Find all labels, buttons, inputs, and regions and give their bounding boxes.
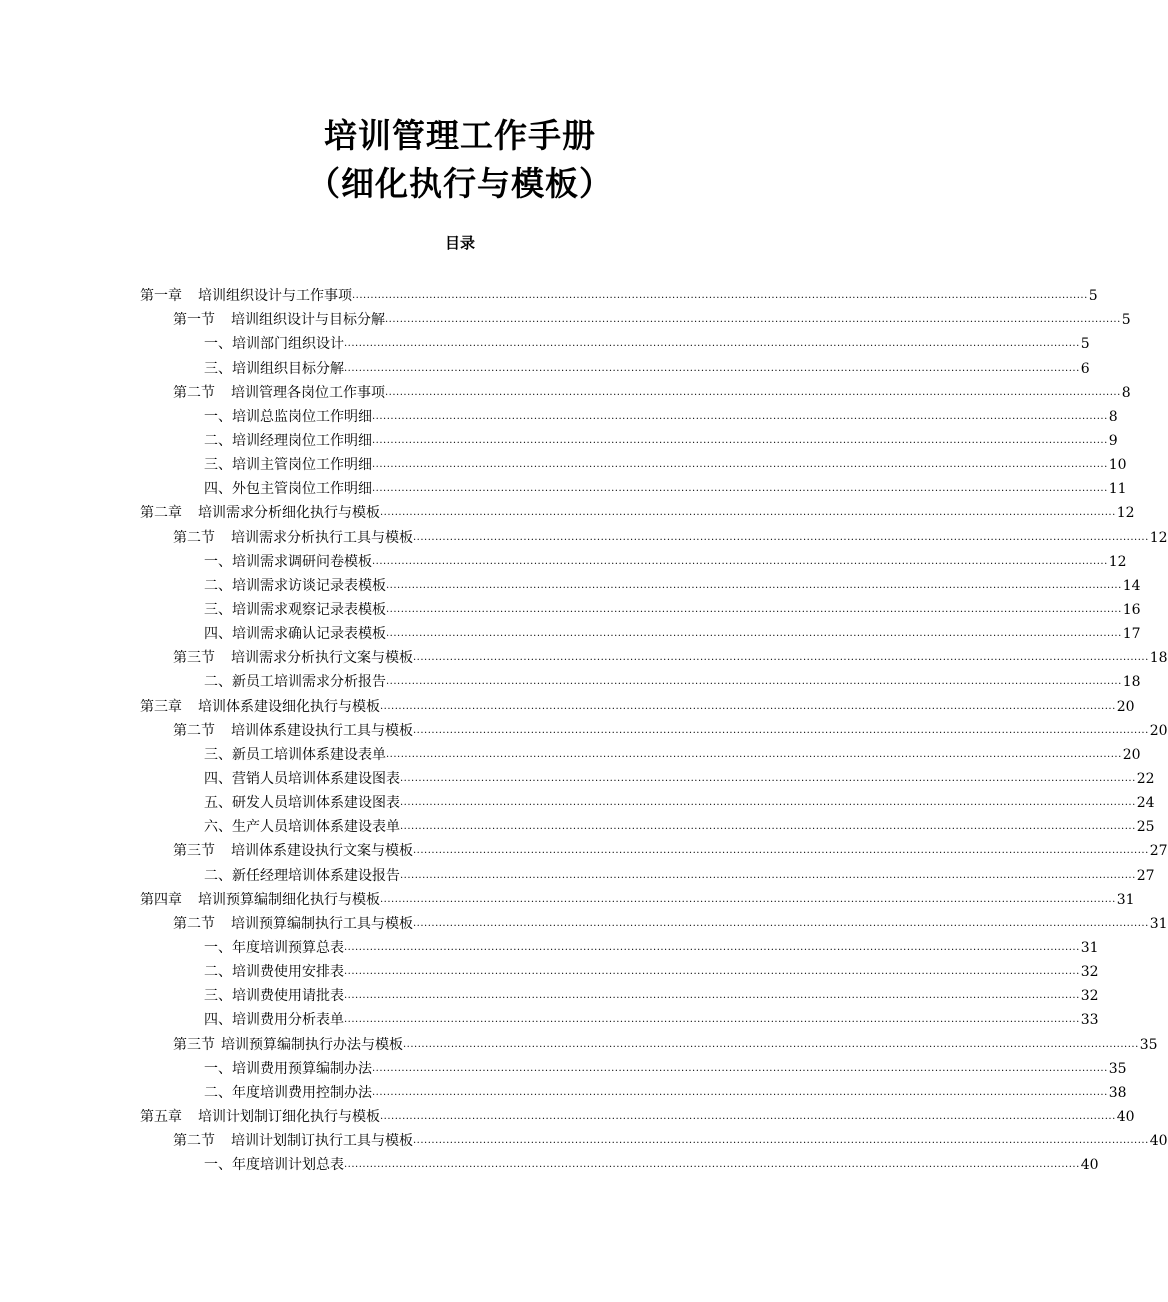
toc-dot-leader: ........................................................................................................................................................................................................ <box>344 362 1080 374</box>
toc-entry-label <box>173 841 413 861</box>
toc-entry-text: 一、培训费用预算编制办法 <box>204 1060 372 1077</box>
toc-entry[interactable] <box>140 982 1099 1006</box>
toc-entry-number: 第四章 <box>140 891 182 908</box>
toc-page-number: 31 <box>1149 915 1168 932</box>
toc-page-number: 31 <box>1080 939 1099 956</box>
toc-dot-leader: ........................................................................................................................................................................................................ <box>380 700 1116 712</box>
toc-dot-leader: ........................................................................................................................................................................................................ <box>385 314 1121 326</box>
toc-entry-text: 培训体系建设执行文案与模板 <box>231 843 413 860</box>
toc-page-number: 24 <box>1136 795 1155 812</box>
toc-page-number: 38 <box>1108 1084 1127 1101</box>
toc-page-number: 20 <box>1122 746 1141 763</box>
toc-entry-label <box>204 672 386 692</box>
toc-page-number: 32 <box>1080 964 1099 981</box>
toc-entry-label <box>140 1107 380 1127</box>
toc-entry[interactable] <box>140 813 1155 837</box>
toc-entry[interactable] <box>140 330 1090 354</box>
toc-entry[interactable] <box>140 692 1135 716</box>
toc-entry-text: 三、培训需求观察记录表模板 <box>204 601 386 618</box>
toc-entry-label <box>204 769 400 789</box>
toc-entry[interactable] <box>140 910 1168 934</box>
toc-dot-leader: ........................................................................................................................................................................................................ <box>386 676 1122 688</box>
toc-dot-leader: ........................................................................................................................................................................................................ <box>372 1062 1108 1074</box>
toc-entry-label <box>204 817 400 837</box>
toc-dot-leader: ........................................................................................................................................................................................................ <box>380 507 1116 519</box>
toc-page-number: 32 <box>1080 988 1099 1005</box>
toc-dot-leader: ........................................................................................................................................................................................................ <box>372 555 1108 567</box>
toc-entry-text: 培训管理各岗位工作事项 <box>231 384 385 401</box>
toc-entry[interactable] <box>140 620 1141 644</box>
toc-entry-text: 一、培训部门组织设计 <box>204 336 344 353</box>
toc-entry-text: 一、培训总监岗位工作明细 <box>204 408 372 425</box>
toc-entry-label <box>173 310 385 330</box>
toc-entry[interactable] <box>140 934 1099 958</box>
toc-entry-text: 三、培训费使用请批表 <box>204 988 344 1005</box>
toc-entry-label <box>204 962 344 982</box>
toc-page-number: 20 <box>1149 722 1168 739</box>
toc-dot-leader: ........................................................................................................................................................................................................ <box>344 990 1080 1002</box>
toc-entry-label <box>204 334 344 354</box>
toc-entry-text: 培训体系建设执行工具与模板 <box>231 722 413 739</box>
toc-page-number: 27 <box>1136 867 1155 884</box>
toc-entry[interactable] <box>140 837 1168 861</box>
toc-entry-text: 一、培训需求调研问卷模板 <box>204 553 372 570</box>
toc-entry[interactable] <box>140 789 1155 813</box>
toc-entry-text: 培训体系建设细化执行与模板 <box>198 698 380 715</box>
toc-entry-text: 培训需求分析执行工具与模板 <box>231 529 413 546</box>
toc-entry-label <box>204 552 372 572</box>
toc-entry-text: 五、研发人员培训体系建设图表 <box>204 795 400 812</box>
toc-entry-text: 培训预算编制执行工具与模板 <box>231 915 413 932</box>
toc-dot-leader: ........................................................................................................................................................................................................ <box>352 290 1088 302</box>
toc-dot-leader: ........................................................................................................................................................................................................ <box>413 917 1149 929</box>
toc-entry[interactable] <box>140 1030 1158 1054</box>
toc-dot-leader: ........................................................................................................................................................................................................ <box>413 724 1149 736</box>
toc-page-number: 9 <box>1108 432 1118 449</box>
toc-page-number: 17 <box>1122 626 1141 643</box>
toc-dot-leader: ........................................................................................................................................................................................................ <box>413 531 1149 543</box>
toc-entry-text: 培训计划制订执行工具与模板 <box>231 1133 413 1150</box>
toc-dot-leader: ........................................................................................................................................................................................................ <box>400 821 1136 833</box>
toc-dot-leader: ........................................................................................................................................................................................................ <box>372 410 1108 422</box>
toc-entry-label <box>204 1059 372 1079</box>
toc-page-number: 31 <box>1116 891 1135 908</box>
toc-dot-leader: ........................................................................................................................................................................................................ <box>400 869 1136 881</box>
toc-entry-text: 二、新任经理培训体系建设报告 <box>204 867 400 884</box>
toc-entry-number: 第二节 <box>173 384 215 401</box>
toc-entry-label <box>204 1010 344 1030</box>
toc-entry-label <box>173 648 413 668</box>
toc-page-number: 12 <box>1108 553 1127 570</box>
toc-page-number: 8 <box>1108 408 1118 425</box>
toc-entry-label <box>173 383 385 403</box>
toc-entry-number: 第二章 <box>140 505 182 522</box>
toc-dot-leader: ........................................................................................................................................................................................................ <box>344 338 1080 350</box>
toc-entry-label <box>140 697 380 717</box>
toc-entry-label <box>173 1035 403 1055</box>
toc-dot-leader: ........................................................................................................................................................................................................ <box>386 748 1122 760</box>
toc-dot-leader: ........................................................................................................................................................................................................ <box>372 483 1108 495</box>
toc-entry-text: 四、培训需求确认记录表模板 <box>204 626 386 643</box>
toc-entry-label <box>173 914 413 934</box>
toc-page-number: 18 <box>1122 674 1141 691</box>
toc-page-number: 35 <box>1108 1060 1127 1077</box>
toc-dot-leader: ........................................................................................................................................................................................................ <box>400 797 1136 809</box>
toc-entry-number: 第二节 <box>173 529 215 546</box>
toc-dot-leader: ........................................................................................................................................................................................................ <box>372 1086 1108 1098</box>
toc-page-number: 35 <box>1139 1036 1158 1053</box>
toc-entry-number: 第二节 <box>173 915 215 932</box>
toc-entry-label <box>204 455 372 475</box>
toc-entry[interactable] <box>140 596 1141 620</box>
toc-dot-leader: ........................................................................................................................................................................................................ <box>344 1159 1080 1171</box>
toc-page-number: 40 <box>1080 1157 1099 1174</box>
toc-entry-label <box>173 721 413 741</box>
toc-page-number: 5 <box>1080 336 1090 353</box>
toc-page-number: 40 <box>1149 1133 1168 1150</box>
toc-entry-label <box>204 576 386 596</box>
toc-entry-label <box>204 600 386 620</box>
toc-entry-text: 培训需求分析执行文案与模板 <box>231 650 413 667</box>
toc-entry-label <box>204 359 344 379</box>
toc-entry-label <box>173 528 413 548</box>
toc-dot-leader: ........................................................................................................................................................................................................ <box>386 579 1122 591</box>
toc-dot-leader: ........................................................................................................................................................................................................ <box>400 772 1136 784</box>
toc-page-number: 6 <box>1080 360 1090 377</box>
toc-entry-label <box>204 866 400 886</box>
toc-dot-leader: ........................................................................................................................................................................................................ <box>386 603 1122 615</box>
toc-entry-text: 四、培训费用分析表单 <box>204 1012 344 1029</box>
toc-page-number: 18 <box>1149 650 1168 667</box>
document-subtitle: （细化执行与模板） <box>307 164 613 203</box>
toc-entry-label <box>140 890 380 910</box>
toc-page-number: 33 <box>1080 1012 1099 1029</box>
toc-entry[interactable] <box>140 644 1168 668</box>
table-of-contents <box>140 282 1168 1175</box>
toc-entry-label <box>204 1083 372 1103</box>
toc-entry-number: 第五章 <box>140 1108 182 1125</box>
toc-entry-label <box>204 1155 344 1175</box>
toc-entry-text: 培训计划制订细化执行与模板 <box>198 1108 380 1125</box>
toc-page-number: 16 <box>1122 601 1141 618</box>
toc-entry-label <box>140 503 380 523</box>
toc-entry-text: 四、外包主管岗位工作明细 <box>204 481 372 498</box>
toc-entry-label <box>204 745 386 765</box>
toc-page-number: 25 <box>1136 819 1155 836</box>
toc-entry-text: 培训预算编制细化执行与模板 <box>198 891 380 908</box>
document-title: 培训管理工作手册 <box>324 116 596 155</box>
toc-entry-text: 一、年度培训预算总表 <box>204 939 344 956</box>
toc-entry-number: 第三章 <box>140 698 182 715</box>
toc-entry-text: 一、年度培训计划总表 <box>204 1157 344 1174</box>
toc-entry-text: 三、培训主管岗位工作明细 <box>204 457 372 474</box>
toc-entry-number: 第三节 <box>173 843 215 860</box>
toc-page-number: 27 <box>1149 843 1168 860</box>
toc-entry[interactable] <box>140 354 1090 378</box>
toc-entry[interactable] <box>140 282 1098 306</box>
toc-entry-label <box>204 938 344 958</box>
toc-entry[interactable] <box>140 1006 1099 1030</box>
toc-entry[interactable] <box>140 1055 1127 1079</box>
toc-dot-leader: ........................................................................................................................................................................................................ <box>386 628 1122 640</box>
toc-entry-number: 第二节 <box>173 1133 215 1150</box>
toc-entry[interactable] <box>140 1151 1099 1175</box>
toc-dot-leader: ........................................................................................................................................................................................................ <box>413 652 1149 664</box>
toc-entry-label <box>204 624 386 644</box>
toc-entry[interactable] <box>140 499 1135 523</box>
toc-entry[interactable] <box>140 572 1141 596</box>
toc-entry[interactable] <box>140 306 1131 330</box>
toc-dot-leader: ........................................................................................................................................................................................................ <box>344 966 1080 978</box>
toc-entry[interactable] <box>140 403 1118 427</box>
toc-entry-text: 二、培训费使用安排表 <box>204 964 344 981</box>
toc-page-number: 5 <box>1088 288 1098 305</box>
toc-entry-number: 第二节 <box>173 722 215 739</box>
toc-entry[interactable] <box>140 427 1118 451</box>
toc-entry[interactable] <box>140 475 1127 499</box>
toc-entry[interactable] <box>140 451 1127 475</box>
toc-entry[interactable] <box>140 958 1099 982</box>
toc-entry[interactable] <box>140 548 1127 572</box>
toc-dot-leader: ........................................................................................................................................................................................................ <box>403 1038 1139 1050</box>
toc-dot-leader: ........................................................................................................................................................................................................ <box>372 434 1108 446</box>
toc-entry-label <box>140 286 352 306</box>
toc-page-number: 40 <box>1116 1108 1135 1125</box>
toc-entry[interactable] <box>140 765 1155 789</box>
toc-entry-label <box>204 431 372 451</box>
toc-entry-text: 三、新员工培训体系建设表单 <box>204 746 386 763</box>
toc-entry[interactable] <box>140 523 1168 547</box>
toc-entry-number: 第三节 <box>173 1036 215 1053</box>
toc-entry-number: 第三节 <box>173 650 215 667</box>
toc-entry-text: 培训预算编制执行办法与模板 <box>221 1036 403 1053</box>
toc-entry[interactable] <box>140 717 1168 741</box>
toc-dot-leader: ........................................................................................................................................................................................................ <box>413 1135 1149 1147</box>
toc-entry[interactable] <box>140 379 1131 403</box>
toc-dot-leader: ........................................................................................................................................................................................................ <box>413 845 1149 857</box>
toc-page-number: 12 <box>1116 505 1135 522</box>
toc-entry[interactable] <box>140 668 1141 692</box>
toc-entry-text: 培训组织设计与目标分解 <box>231 312 385 329</box>
toc-entry-text: 二、培训经理岗位工作明细 <box>204 432 372 449</box>
toc-entry-number: 第一章 <box>140 288 182 305</box>
toc-entry-text: 培训需求分析细化执行与模板 <box>198 505 380 522</box>
toc-entry-text: 四、营销人员培训体系建设图表 <box>204 770 400 787</box>
toc-entry-text: 二、年度培训费用控制办法 <box>204 1084 372 1101</box>
toc-entry-text: 二、新员工培训需求分析报告 <box>204 674 386 691</box>
toc-entry[interactable] <box>140 741 1141 765</box>
toc-page-number: 11 <box>1108 481 1127 498</box>
toc-entry[interactable] <box>140 1127 1168 1151</box>
toc-dot-leader: ........................................................................................................................................................................................................ <box>385 386 1121 398</box>
toc-dot-leader: ........................................................................................................................................................................................................ <box>380 1110 1116 1122</box>
toc-page-number: 20 <box>1116 698 1135 715</box>
toc-page-number: 5 <box>1121 312 1131 329</box>
toc-entry-text: 二、培训需求访谈记录表模板 <box>204 577 386 594</box>
toc-dot-leader: ........................................................................................................................................................................................................ <box>344 941 1080 953</box>
toc-entry[interactable] <box>140 1079 1127 1103</box>
toc-entry[interactable] <box>140 886 1135 910</box>
toc-entry-label <box>204 407 372 427</box>
toc-entry-text: 三、培训组织目标分解 <box>204 360 344 377</box>
toc-page-number: 8 <box>1121 384 1131 401</box>
toc-entry[interactable] <box>140 861 1155 885</box>
toc-dot-leader: ........................................................................................................................................................................................................ <box>372 459 1108 471</box>
toc-page-number: 10 <box>1108 457 1127 474</box>
toc-dot-leader: ........................................................................................................................................................................................................ <box>380 893 1116 905</box>
toc-entry[interactable] <box>140 1103 1135 1127</box>
toc-entry-text: 六、生产人员培训体系建设表单 <box>204 819 400 836</box>
toc-entry-label <box>204 479 372 499</box>
toc-page-number: 12 <box>1149 529 1168 546</box>
toc-entry-label <box>204 793 400 813</box>
toc-entry-label <box>173 1131 413 1151</box>
toc-entry-label <box>204 986 344 1006</box>
toc-page-number: 22 <box>1136 770 1155 787</box>
toc-entry-number: 第一节 <box>173 312 215 329</box>
toc-page-number: 14 <box>1122 577 1141 594</box>
toc-dot-leader: ........................................................................................................................................................................................................ <box>344 1014 1080 1026</box>
toc-heading: 目录 <box>444 234 475 252</box>
toc-entry-text: 培训组织设计与工作事项 <box>198 288 352 305</box>
